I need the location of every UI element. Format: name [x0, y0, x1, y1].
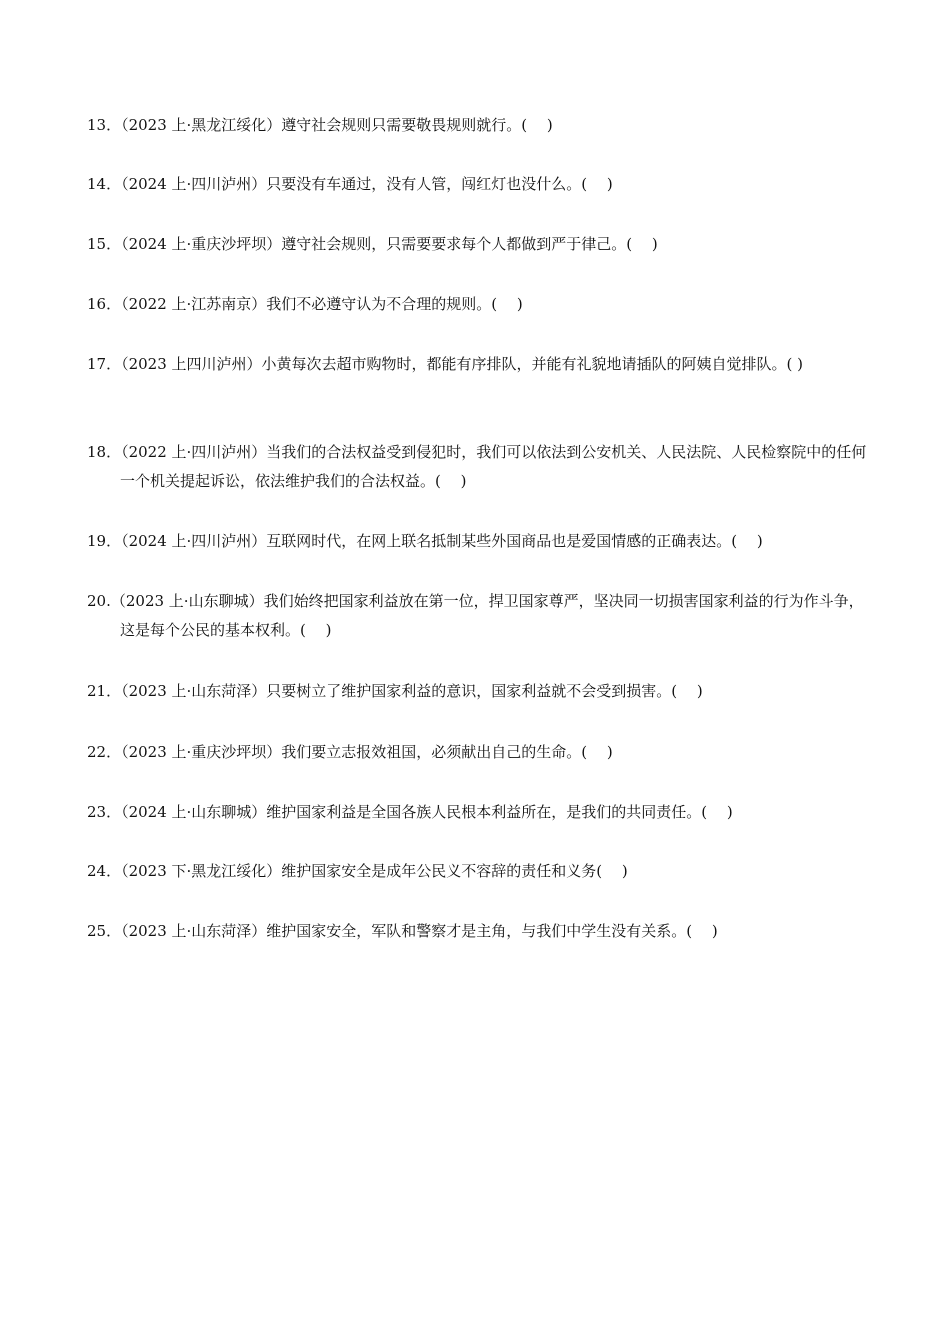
question-20: [87, 587, 867, 645]
question-13: [87, 111, 867, 140]
question-number: 15．: [87, 235, 122, 253]
question-number: 24．: [87, 862, 122, 880]
question-text: （2024 上·山东聊城）维护国家利益是全国各族人民根本利益所在，是我们的共同责任。( ): [121, 803, 733, 821]
question-text: （2023 下·黑龙江绥化）维护国家安全是成年公民义不容辞的责任和义务( ): [121, 862, 628, 880]
question-text: （2024 上·四川泸州）互联网时代，在网上联名抵制某些外国商品也是爱国情感的正确表达。( ): [121, 532, 763, 550]
question-text: （2023 上·黑龙江绥化）遵守社会规则只需要敬畏规则就行。( ): [121, 116, 553, 134]
question-number: 16．: [87, 295, 122, 313]
question-19: [87, 527, 867, 556]
question-24: [87, 857, 867, 886]
question-text: （2023 上·山东菏泽）维护国家安全，军队和警察才是主角，与我们中学生没有关系。( ): [121, 922, 718, 940]
question-number: 18．: [87, 443, 122, 461]
question-number: 21．: [87, 682, 122, 700]
question-text: （2023 上四川泸州）小黄每次去超市购物时，都能有序排队，并能有礼貌地请插队的阿姨自觉排队。( ): [121, 355, 804, 373]
question-number: 23．: [87, 803, 122, 821]
question-14: [87, 170, 867, 199]
question-text: （2023 上·山东聊城）我们始终把国家利益放在第一位，捍卫国家尊严，坚决同一切损害国家利益的行为作斗争，这是每个公民的基本权利。( ): [110, 592, 864, 639]
question-number: 14．: [87, 175, 122, 193]
question-23: [87, 798, 867, 827]
question-text: （2022 上·江苏南京）我们不必遵守认为不合理的规则。( ): [121, 295, 523, 313]
question-number: 25．: [87, 922, 122, 940]
question-number: 13．: [87, 116, 122, 134]
question-25: [87, 917, 867, 946]
question-17: [87, 350, 867, 379]
question-number: 17．: [87, 355, 122, 373]
question-text: （2024 上·重庆沙坪坝）遵守社会规则，只需要要求每个人都做到严于律己。( ): [121, 235, 658, 253]
question-text: （2023 上·重庆沙坪坝）我们要立志报效祖国，必须献出自己的生命。( ): [121, 743, 613, 761]
question-21: [87, 677, 867, 706]
question-number: 19．: [87, 532, 122, 550]
question-16: [87, 290, 867, 319]
question-number: 20.: [87, 592, 111, 610]
question-text: （2023 上·山东菏泽）只要树立了维护国家利益的意识，国家利益就不会受到损害。( ): [121, 682, 703, 700]
question-15: [87, 230, 867, 259]
question-22: [87, 738, 867, 767]
question-text: （2022 上·四川泸州）当我们的合法权益受到侵犯时，我们可以依法到公安机关、人民法院、人民检察院中的任何一个机关提起诉讼，依法维护我们的合法权益。( ): [120, 443, 867, 490]
question-number: 22．: [87, 743, 122, 761]
question-18: [87, 438, 867, 496]
question-text: （2024 上·四川泸州）只要没有车通过，没有人管，闯红灯也没什么。( ): [121, 175, 613, 193]
